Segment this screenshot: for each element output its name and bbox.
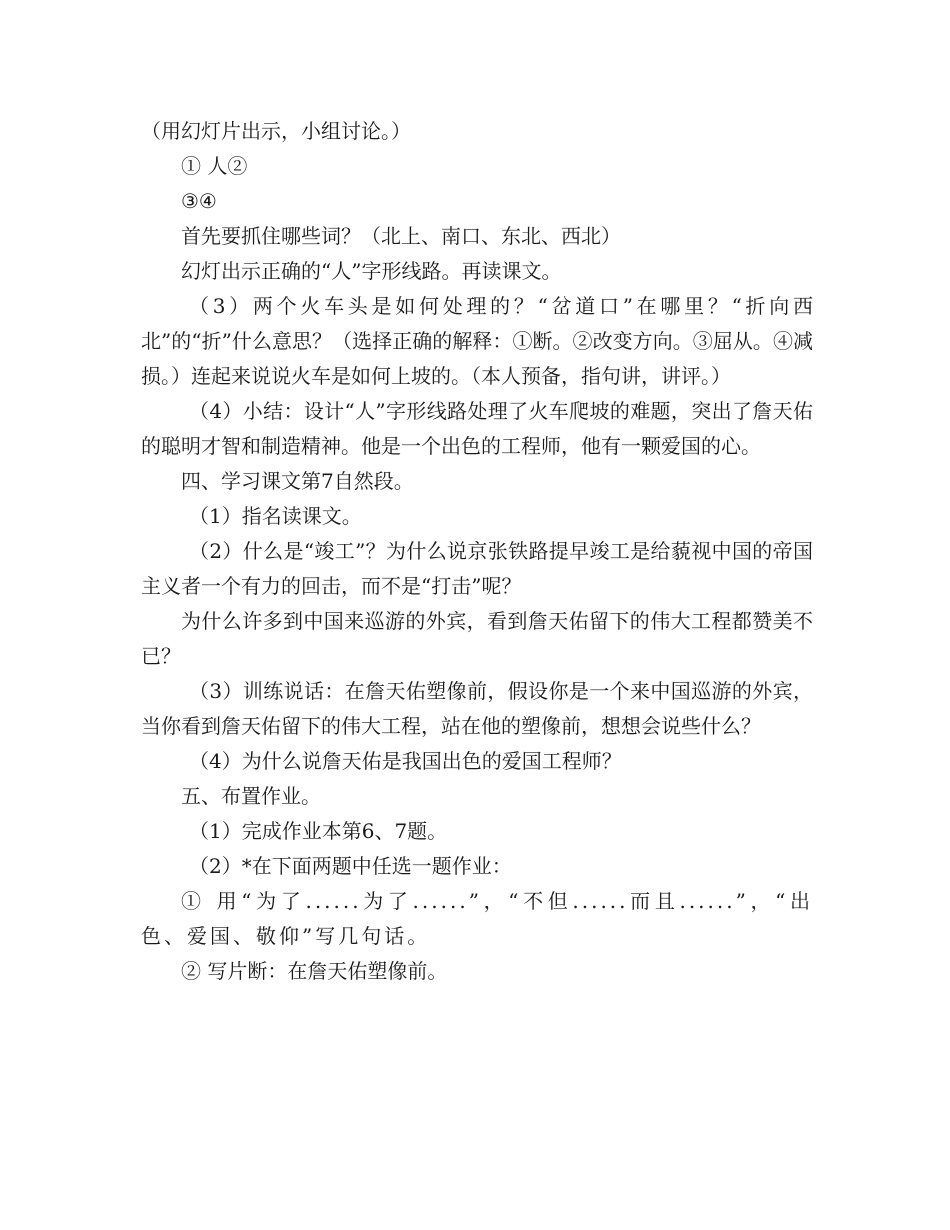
homework-option-2: ② 写片断：在詹天佑塑像前。 — [181, 959, 448, 983]
paragraph-key-words: 首先要抓住哪些词？（北上、南口、东北、西北） — [181, 224, 621, 248]
paragraph-item-4: （4）为什么说詹天佑是我国出色的爱国工程师？ — [189, 749, 622, 773]
document-body — [141, 114, 813, 989]
paragraph-item-2: （2）什么是“竣工”？为什么说京张铁路提早竣工是给藐视中国的帝国主义者一个有力的回击，而不是“打击”呢？ — [141, 539, 813, 598]
paragraph-figure-label-2: ③④ — [181, 189, 217, 213]
homework-item-1: （1）完成作业本第6、7题。 — [189, 819, 448, 843]
homework-item-2: （2）*在下面两题中任选一题作业： — [189, 854, 512, 878]
section-heading-5: 五、布置作业。 — [181, 784, 321, 808]
paragraph-figure-label-1: ① 人② — [181, 154, 248, 178]
section-heading-4: 四、学习课文第7自然段。 — [181, 469, 414, 493]
paragraph-visitors-question: 为什么许多到中国来巡游的外宾，看到詹天佑留下的伟大工程都赞美不已？ — [141, 609, 813, 668]
paragraph-question-3: （3）两个火车头是如何处理的？“岔道口”在哪里？“折向西北”的“折”什么意思？（选择正确的解释：①断。②改变方向。③屈从。④减损。）连起来说说火车是如何上坡的。（本人预备，指句讲，讲评。） — [141, 294, 813, 388]
paragraph-slide-route: 幻灯出示正确的“人”字形线路。再读课文。 — [181, 259, 562, 283]
homework-option-1: ① 用“为了......为了......”，“不但......而且......”，“出色、爱国、敬仰”写几句话。 — [141, 889, 813, 948]
paragraph-summary-4: （4）小结：设计“人”字形线路处理了火车爬坡的难题，突出了詹天佑的聪明才智和制造精神。他是一个出色的工程师，他有一颗爱国的心。 — [141, 399, 813, 458]
paragraph-item-1: （1）指名读课文。 — [189, 504, 362, 528]
paragraph-item-3: （3）训练说话：在詹天佑塑像前，假设你是一个来中国巡游的外宾，当你看到詹天佑留下的伟大工程，站在他的塑像前，想想会说些什么？ — [141, 679, 813, 738]
paragraph-discussion-note: （用幻灯片出示，小组讨论。） — [141, 119, 411, 143]
